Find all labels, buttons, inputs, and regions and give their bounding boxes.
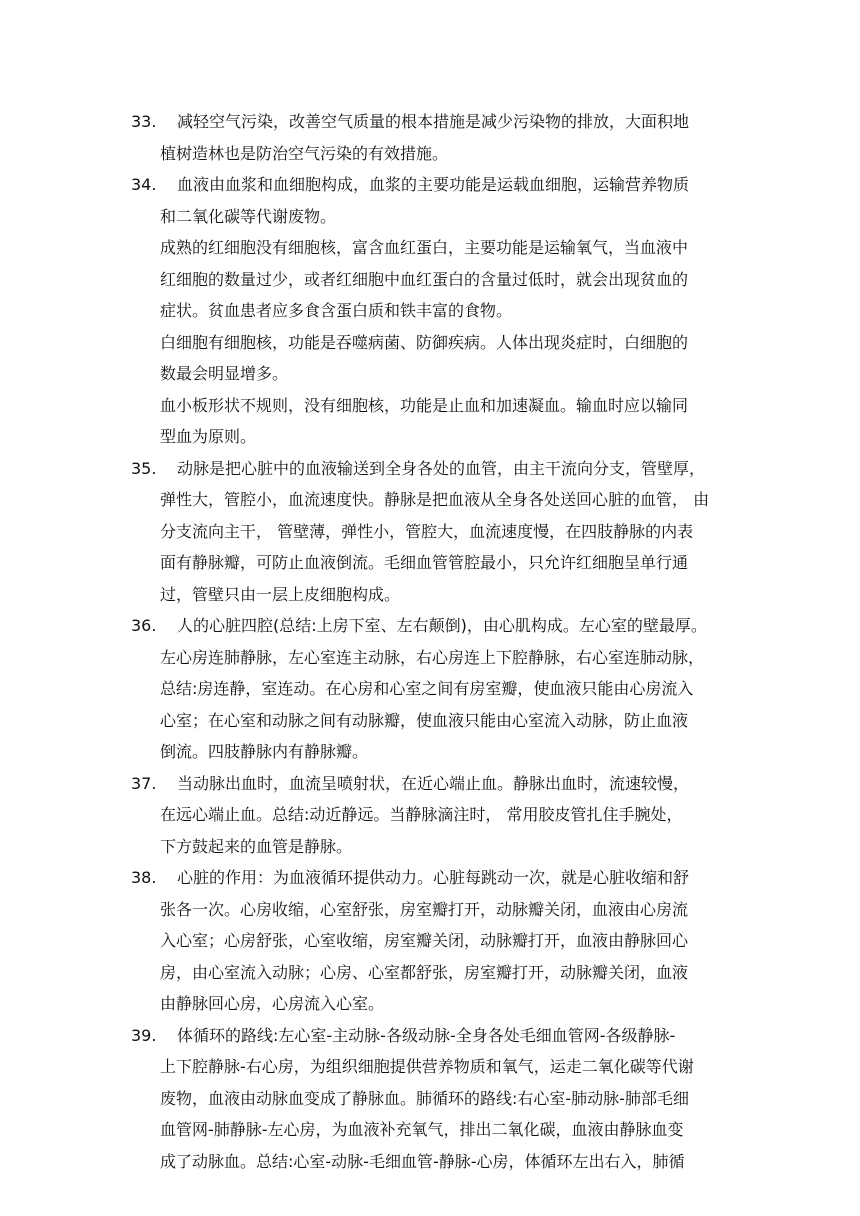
item-number: 38.: [131, 868, 157, 887]
text-line: 总结:房连静，室连动。在心房和心室之间有房室瓣，使血液只能由心房流入: [160, 679, 694, 698]
text-line: 症状。贫血患者应多食含蛋白质和铁丰富的食物。: [160, 301, 513, 320]
text-line: 上下腔静脉-右心房，为组织细胞提供营养物质和氧气，运走二氧化碳等代谢: [160, 1057, 694, 1076]
text-line: 房，由心室流入动脉；心房、心室都舒张，房室瓣打开，动脉瓣关闭，血液: [160, 962, 689, 982]
text-line: 人的心脏四腔(总结:上房下室、左右颠倒)，由心肌构成。左心室的壁最厚。: [177, 616, 707, 635]
item-number: 35.: [131, 458, 157, 478]
list-item-35: [131, 453, 731, 611]
item-number: 37.: [131, 773, 157, 793]
text-line: 左心房连肺静脉，左心室连主动脉，右心房连上下腔静脉，右心室连肺动脉，: [160, 647, 705, 667]
item-number: 33.: [131, 112, 157, 131]
list-item-39: [131, 1020, 731, 1178]
text-line: 当动脉出血时，血流呈喷射状，在近心端止血。静脉出血时，流速较慢，: [177, 773, 690, 793]
document-body: [131, 106, 731, 1177]
text-line: 面有静脉瓣，可防止血液倒流。毛细血管管腔最小，只允许红细胞呈单行通: [160, 553, 689, 572]
text-line: 血小板形状不规则，没有细胞核，功能是止血和加速凝血。输血时应以输同: [160, 395, 689, 415]
text-line: 成熟的红细胞没有细胞核，富含血红蛋白，主要功能是运输氧气，当血液中: [160, 238, 689, 257]
text-line: 废物，血液由动脉血变成了静脉血。肺循环的路线:右心室-肺动脉-肺部毛细: [160, 1088, 689, 1108]
paragraph-platelets: [131, 390, 731, 453]
text-line: 型血为原则。: [160, 427, 257, 446]
item-number: 39.: [131, 1025, 157, 1045]
text-line: 过，管壁只由一层上皮细胞构成。: [160, 584, 401, 604]
text-line: 张各一次。心房收缩，心室舒张，房室瓣打开，动脉瓣关闭，血液由心房流: [160, 899, 689, 919]
text-line: 血管网-肺静脉-左心房，为血液补充氧气，排出二氧化碳，血液由静脉血变: [160, 1120, 684, 1139]
text-line: 在远心端止血。总结:动近静远。当静脉滴注时， 常用胶皮管扎住手腕处，: [160, 805, 683, 824]
text-line: 成了动脉血。总结:心室-动脉-毛细血管-静脉-心房，体循环左出右入，肺循: [160, 1151, 685, 1171]
text-line: 下方鼓起来的血管是静脉。: [160, 836, 353, 856]
text-line: 和二氧化碳等代谢废物。: [160, 206, 337, 226]
item-number: 36.: [131, 616, 157, 635]
paragraph-white-blood-cells: [131, 327, 731, 390]
text-line: 体循环的路线:左心室-主动脉-各级动脉-全身各处毛细血管网-各级静脉-: [177, 1025, 676, 1045]
text-line: 倒流。四肢静脉内有静脉瓣。: [160, 742, 369, 761]
text-line: 心室；在心室和动脉之间有动脉瓣，使血液只能由心室流入动脉，防止血液: [160, 710, 689, 730]
item-number: 34.: [131, 175, 157, 194]
text-line: 植树造林也是防治空气污染的有效措施。: [160, 143, 449, 163]
list-item-37: [131, 768, 731, 863]
text-line: 入心室；心房舒张，心室收缩，房室瓣关闭，动脉瓣打开，血液由静脉回心: [160, 931, 689, 950]
text-line: 弹性大，管腔小，血流速度快。静脉是把血液从全身各处送回心脏的血管， 由: [160, 490, 710, 509]
paragraph-red-blood-cells: [131, 232, 731, 327]
list-item-34: [131, 169, 731, 232]
text-line: 减轻空气污染，改善空气质量的根本措施是减少污染物的排放，大面积地: [177, 112, 690, 131]
list-item-38: [131, 862, 731, 1020]
list-item-33: [131, 106, 731, 169]
text-line: 心脏的作用：为血液循环提供动力。心脏每跳动一次，就是心脏收缩和舒: [177, 868, 690, 887]
text-line: 分支流向主干， 管壁薄，弹性小，管腔大，血流速度慢，在四肢静脉的内表: [160, 521, 694, 541]
text-line: 红细胞的数量过少，或者红细胞中血红蛋白的含量过低时，就会出现贫血的: [160, 269, 689, 289]
text-line: 白细胞有细胞核，功能是吞噬病菌、防御疾病。人体出现炎症时，白细胞的: [160, 332, 689, 352]
text-line: 数最会明显增多。: [160, 364, 289, 383]
text-line: 血液由血浆和血细胞构成，血浆的主要功能是运载血细胞，运输营养物质: [177, 175, 690, 194]
text-line: 动脉是把心脏中的血液输送到全身各处的血管，由主干流向分支，管壁厚，: [177, 458, 706, 478]
text-line: 由静脉回心房，心房流入心室。: [160, 994, 385, 1013]
list-item-36: [131, 610, 731, 768]
